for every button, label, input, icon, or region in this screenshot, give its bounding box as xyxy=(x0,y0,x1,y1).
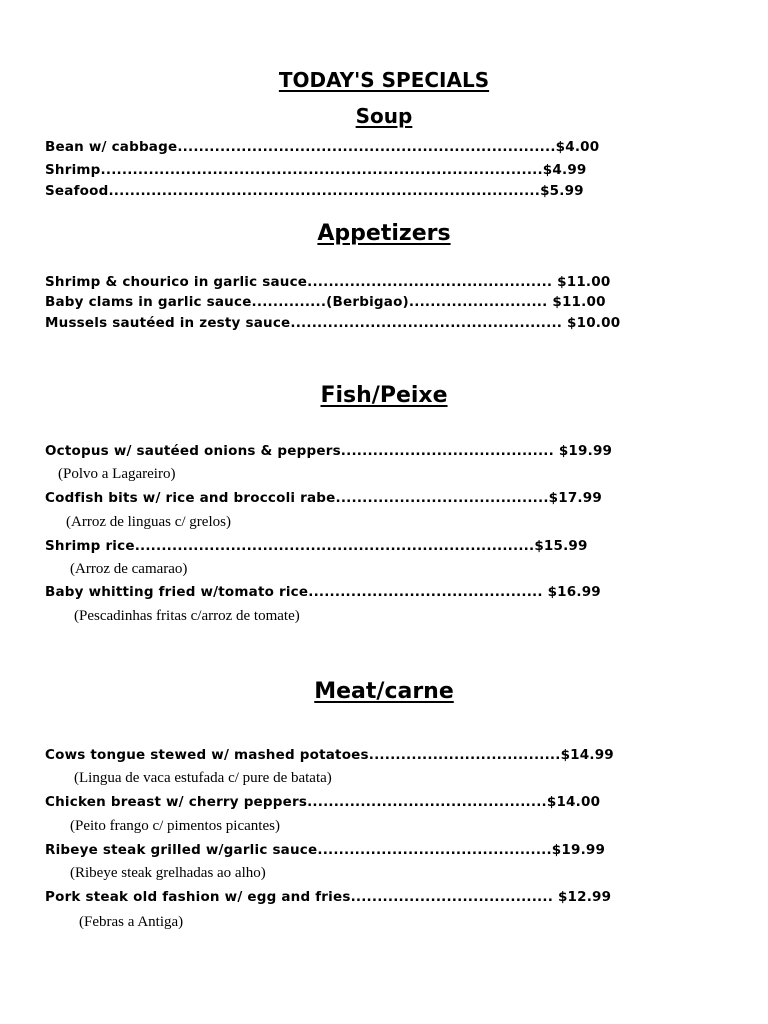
menu-item: Shrimp rice...........................................................................$15.99 xyxy=(45,538,588,554)
menu-item: Cows tongue stewed w/ mashed potatoes....................................$14.99 xyxy=(45,747,614,763)
menu-item-translation: (Febras a Antiga) xyxy=(79,914,184,930)
section-title-appetizers: Appetizers xyxy=(317,221,451,246)
menu-item-translation: (Ribeye steak grelhadas ao alho) xyxy=(70,865,266,881)
menu-item: Mussels sautéed in zesty sauce................................................... $10.00 xyxy=(45,315,621,331)
section-title-meat: Meat/carne xyxy=(314,679,454,704)
menu-item-translation: (Peito frango c/ pimentos picantes) xyxy=(70,818,280,834)
section-title-fish: Fish/Peixe xyxy=(320,383,448,408)
menu-item: Shrimp...................................................................................$4.99 xyxy=(45,162,587,178)
menu-item-translation: (Pescadinhas fritas c/arroz de tomate) xyxy=(74,608,300,624)
menu-item: Pork steak old fashion w/ egg and fries...................................... $12.99 xyxy=(45,889,612,905)
menu-item-translation: (Polvo a Lagareiro) xyxy=(58,466,176,482)
menu-item-translation: (Arroz de linguas c/ grelos) xyxy=(66,514,231,530)
menu-item-translation: (Arroz de camarao) xyxy=(70,561,188,577)
menu-item: Ribeye steak grilled w/garlic sauce............................................$19.99 xyxy=(45,842,606,858)
menu-item: Seafood.................................................................................$5.99 xyxy=(45,183,584,199)
menu-item: Bean w/ cabbage.......................................................................$4.00 xyxy=(45,139,600,155)
menu-heading: TODAY'S SPECIALS xyxy=(278,68,490,92)
menu-item: Octopus w/ sautéed onions & peppers........................................ $19.99 xyxy=(45,443,613,459)
menu-item: Chicken breast w/ cherry peppers.............................................$14.00 xyxy=(45,794,601,810)
menu-item: Baby clams in garlic sauce..............(Berbigao).......................... $11.00 xyxy=(45,294,606,310)
menu-item: Codfish bits w/ rice and broccoli rabe........................................$17.99 xyxy=(45,490,602,506)
menu-item: Shrimp & chourico in garlic sauce.............................................. $11.00 xyxy=(45,274,611,290)
section-title-soup: Soup xyxy=(355,104,413,128)
menu-item-translation: (Lingua de vaca estufada c/ pure de batata) xyxy=(74,770,332,786)
menu-item: Baby whitting fried w/tomato rice............................................ $16.99 xyxy=(45,584,601,600)
